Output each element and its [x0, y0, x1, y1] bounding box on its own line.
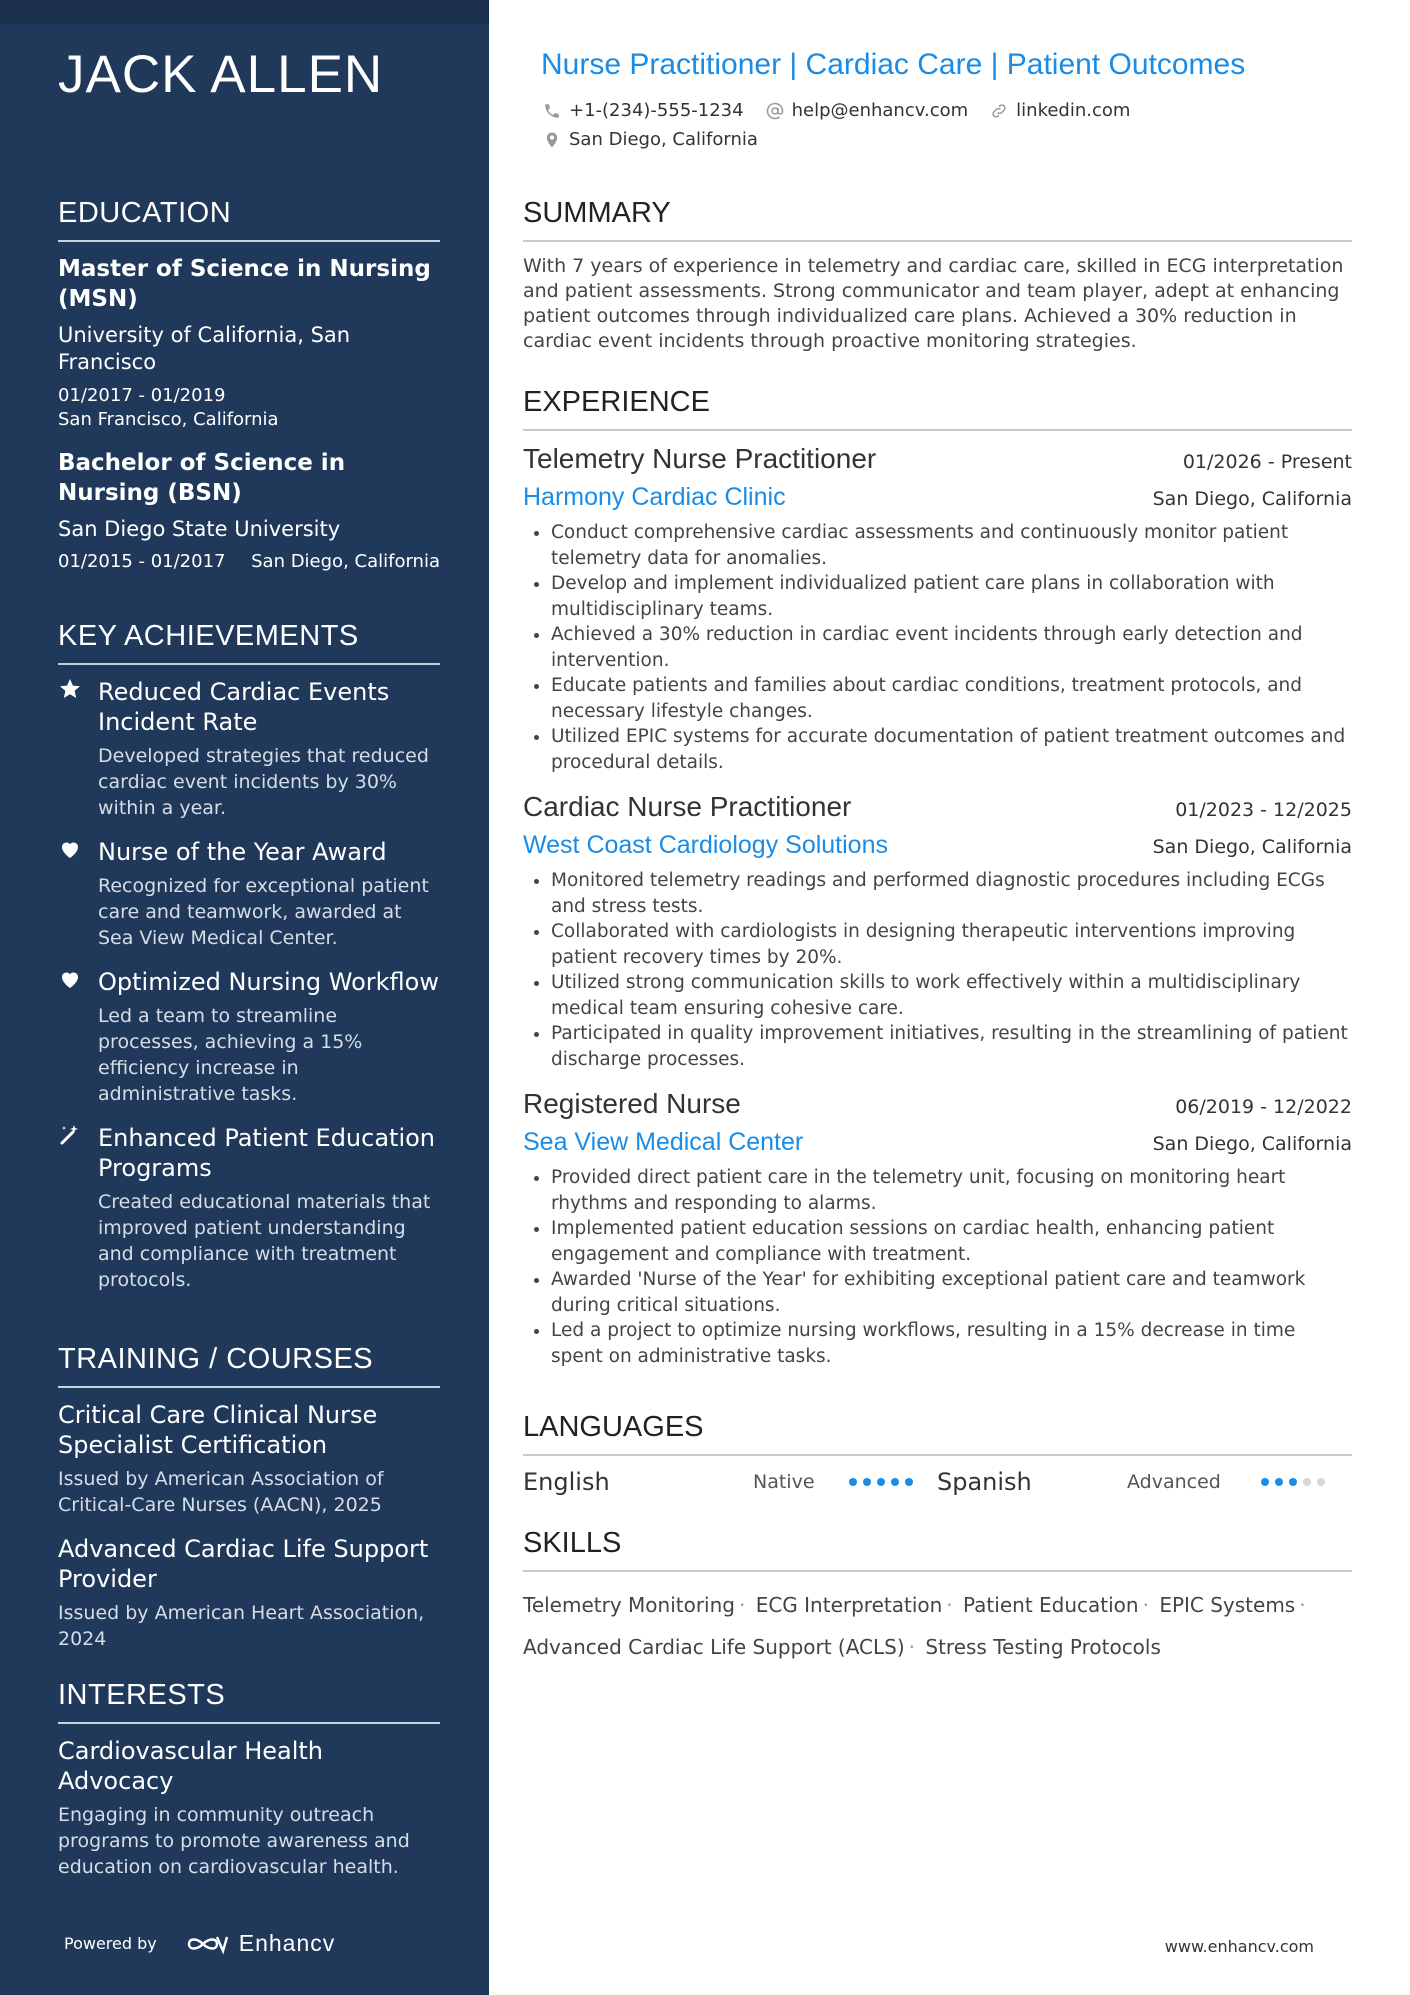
language-rating [1261, 1478, 1325, 1486]
bullet: • Conduct comprehensive cardiac assessments and continuously monitor patient telemetry data for anomalies. [551, 520, 1352, 571]
brand-logo[interactable] [185, 1930, 336, 1957]
skill: ECG Interpretation [755, 1593, 943, 1617]
interests-section [58, 1679, 440, 1896]
footer-url[interactable]: www.enhancv.com [1164, 1937, 1314, 1956]
bullet: • Awarded 'Nurse of the Year' for exhibiting exceptional patient care and teamwork during critical situations. [551, 1267, 1352, 1318]
job-title: Registered Nurse [523, 1088, 741, 1119]
education-item [58, 448, 440, 572]
interest-desc: Engaging in community outreach programs to promote awareness and education on cardiovascular health. [58, 1804, 410, 1878]
company-name[interactable]: Sea View Medical Center [523, 1128, 804, 1156]
languages-section [523, 1411, 1352, 1496]
interests-heading: INTERESTS [58, 1679, 440, 1724]
skills-heading: SKILLS [523, 1527, 1352, 1572]
rating-dot-empty [1317, 1478, 1325, 1486]
phone-text: +1-(234)-555-1234 [569, 100, 744, 121]
education-section [58, 197, 440, 572]
summary-heading: SUMMARY [523, 197, 1352, 242]
achievement-item [58, 677, 440, 821]
bullet: • Educate patients and families about cardiac conditions, treatment protocols, and necessary lifestyle changes. [551, 673, 1352, 724]
heart-icon [58, 837, 98, 951]
magic-wand-icon [58, 1123, 98, 1293]
skills-list: Telemetry Monitoring · ECG Interpretation · Patient Education · EPIC Systems · Advanced Cardiac Life Support (ACLS) · Stress Testing Protocols [523, 1593, 1306, 1659]
rating-dot-filled [863, 1478, 871, 1486]
edu-meta [58, 551, 440, 572]
language-item [937, 1468, 1352, 1496]
interest-title: Cardiovascular Health Advocacy [58, 1737, 323, 1795]
skill: Advanced Cardiac Life Support (ACLS) [523, 1635, 905, 1659]
edu-location: San Diego, California [251, 551, 440, 572]
linkedin-text: linkedin.com [1016, 100, 1131, 121]
education-item [58, 254, 440, 432]
course-item [58, 1534, 440, 1652]
phone-contact[interactable] [543, 100, 744, 121]
bullet: • Develop and implement individualized patient care plans in collaboration with multidisciplinary teams. [551, 571, 1352, 622]
powered-by [64, 1930, 335, 1957]
location-contact [543, 129, 758, 150]
job-title: Cardiac Nurse Practitioner [523, 791, 852, 822]
education-heading: EDUCATION [58, 197, 440, 242]
job-bullets [523, 520, 1352, 775]
job-location: San Diego, California [1152, 1133, 1352, 1155]
heart-icon [58, 967, 98, 1107]
bullet: • Participated in quality improvement initiatives, resulting in the streamlining of patient discharge processes. [551, 1021, 1352, 1072]
interest-item [58, 1736, 440, 1880]
headline: Nurse Practitioner | Cardiac Care | Patient Outcomes [541, 48, 1246, 81]
job-title: Telemetry Nurse Practitioner [523, 443, 877, 474]
location-pin-icon [543, 131, 561, 149]
course-desc: Issued by American Heart Association, 2024 [58, 1602, 425, 1650]
degree: Master of Science in Nursing (MSN) [58, 256, 431, 312]
job-dates: 06/2019 - 12/2022 [1175, 1096, 1352, 1118]
job-bullets [523, 1165, 1352, 1369]
email-contact[interactable] [766, 100, 969, 121]
training-heading: TRAINING / COURSES [58, 1343, 440, 1388]
bullet: • Utilized EPIC systems for accurate documentation of patient treatment outcomes and procedural details. [551, 724, 1352, 775]
sidebar [0, 0, 489, 1995]
school: San Diego State University [58, 517, 341, 541]
achievement-desc: Created educational materials that improved patient understanding and compliance with treatment protocols. [98, 1191, 431, 1291]
bullet: • Monitored telemetry readings and performed diagnostic procedures including ECGs and stress tests. [551, 868, 1352, 919]
linkedin-contact[interactable] [990, 100, 1130, 121]
edu-location: San Francisco, California [58, 409, 279, 430]
rating-dot-empty [1303, 1478, 1311, 1486]
sidebar-top-bar [0, 0, 489, 24]
contact-info [543, 100, 1130, 158]
achievement-item [58, 837, 440, 951]
achievement-title: Enhanced Patient Education Programs [98, 1124, 436, 1182]
achievement-desc: Recognized for exceptional patient care and teamwork, awarded at Sea View Medical Center. [98, 875, 429, 949]
bullet: • Provided direct patient care in the telemetry unit, focusing on monitoring heart rhythms and responding to alarms. [551, 1165, 1352, 1216]
bullet: • Led a project to optimize nursing workflows, resulting in a 15% decrease in time spent on administrative tasks. [551, 1318, 1352, 1369]
link-icon [990, 102, 1008, 120]
experience-heading: EXPERIENCE [523, 386, 1352, 431]
rating-dot-filled [1289, 1478, 1297, 1486]
achievement-title: Nurse of the Year Award [98, 838, 387, 866]
achievement-item [58, 1123, 440, 1293]
skill: Stress Testing Protocols [925, 1635, 1161, 1659]
job-dates: 01/2023 - 12/2025 [1175, 799, 1352, 821]
rating-dot-filled [905, 1478, 913, 1486]
bullet: • Implemented patient education sessions on cardiac health, enhancing patient engagement and compliance with treatment. [551, 1216, 1352, 1267]
job-entry [523, 443, 1352, 775]
course-item [58, 1400, 440, 1518]
job-dates: 01/2026 - Present [1182, 451, 1352, 473]
achievement-desc: Led a team to streamline processes, achieving a 15% efficiency increase in administrative tasks. [98, 1005, 363, 1105]
training-section [58, 1343, 440, 1668]
job-location: San Diego, California [1152, 488, 1352, 510]
language-item [523, 1468, 937, 1496]
skills-section [523, 1527, 1352, 1668]
achievements-heading: KEY ACHIEVEMENTS [58, 620, 440, 665]
brand-name: Enhancv [238, 1930, 336, 1956]
summary-text: With 7 years of experience in telemetry and cardiac care, skilled in ECG interpretation and patient assessments. Strong communicator and team player, adept at enhancing patient outcomes through individualized care plans. Achieved a 30% reduction in cardiac event incidents through proactive monitoring strategies. [523, 255, 1344, 352]
job-bullets [523, 868, 1352, 1072]
rating-dot-filled [1275, 1478, 1283, 1486]
bullet: • Utilized strong communication skills to work effectively within a multidisciplinary medical team ensuring cohesive care. [551, 970, 1352, 1021]
course-title: Critical Care Clinical Nurse Specialist Certification [58, 1401, 378, 1459]
location-text: San Diego, California [569, 129, 758, 150]
phone-icon [543, 102, 561, 120]
course-title: Advanced Cardiac Life Support Provider [58, 1535, 429, 1593]
degree: Bachelor of Science in Nursing (BSN) [58, 450, 346, 506]
rating-dot-filled [849, 1478, 857, 1486]
candidate-name: JACK ALLEN [58, 45, 384, 104]
at-icon [766, 102, 784, 120]
language-level: Advanced [1127, 1471, 1221, 1493]
language-rating [849, 1478, 913, 1486]
rating-dot-filled [891, 1478, 899, 1486]
languages-heading: LANGUAGES [523, 1411, 1352, 1456]
bullet: • Achieved a 30% reduction in cardiac event incidents through early detection and intervention. [551, 622, 1352, 673]
email-text: help@enhancv.com [791, 100, 969, 121]
achievements-section [58, 620, 440, 1309]
language-name: English [523, 1468, 610, 1496]
company-name[interactable]: West Coast Cardiology Solutions [523, 831, 888, 859]
star-icon [58, 677, 98, 821]
language-level: Native [753, 1471, 815, 1493]
edu-dates: 01/2015 - 01/2017 [58, 551, 226, 572]
skill: Telemetry Monitoring [523, 1593, 735, 1617]
enhancv-logo-icon [185, 1933, 229, 1955]
rating-dot-filled [1261, 1478, 1269, 1486]
course-desc: Issued by American Association of Critical-Care Nurses (AACN), 2025 [58, 1468, 384, 1516]
powered-label: Powered by [64, 1934, 157, 1953]
school: University of California, San Francisco [58, 323, 351, 374]
achievement-item [58, 967, 440, 1107]
experience-section [523, 386, 1352, 1385]
achievement-title: Optimized Nursing Workflow [98, 968, 439, 996]
edu-dates: 01/2017 - 01/2019 [58, 385, 226, 406]
achievement-desc: Developed strategies that reduced cardiac event incidents by 30% within a year. [98, 745, 429, 819]
achievement-title: Reduced Cardiac Events Incident Rate [98, 678, 390, 736]
job-location: San Diego, California [1152, 836, 1352, 858]
job-entry [523, 791, 1352, 1072]
language-name: Spanish [937, 1468, 1032, 1496]
bullet: • Collaborated with cardiologists in designing therapeutic interventions improving patient recovery times by 20%. [551, 919, 1352, 970]
skill: Patient Education [963, 1593, 1139, 1617]
rating-dot-filled [877, 1478, 885, 1486]
skill: EPIC Systems [1159, 1593, 1296, 1617]
job-entry [523, 1088, 1352, 1369]
summary-section [523, 197, 1352, 354]
company-name[interactable]: Harmony Cardiac Clinic [523, 483, 786, 511]
